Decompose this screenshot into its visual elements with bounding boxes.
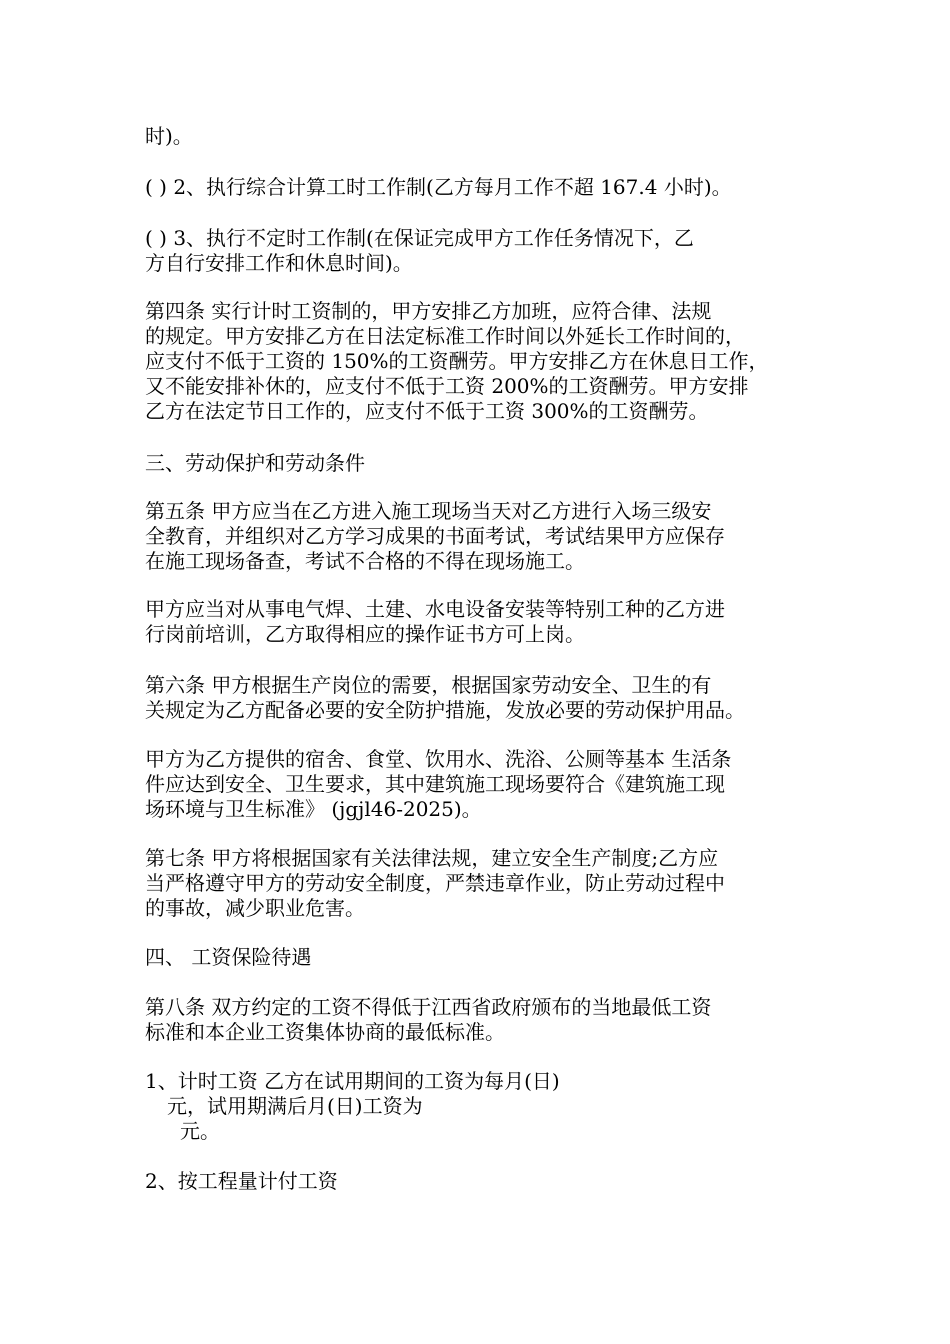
text-line: 第六条 甲方根据生产岗位的需要，根据国家劳动安全、卫生的有	[145, 673, 712, 697]
text-line: 当严格遵守甲方的劳动安全制度，严禁违章作业，防止劳动过程中	[145, 871, 725, 895]
text-line: 时)。	[145, 124, 193, 148]
text-line: 元。	[180, 1119, 220, 1143]
text-line: 的规定。甲方安排乙方在日法定标准工作时间以外延长工作时间的，	[145, 324, 745, 348]
paragraph-article-6	[145, 673, 820, 723]
text-line: ( ) 3、执行不定时工作制(在保证完成甲方工作任务情况下，乙	[145, 226, 694, 250]
text-line: 第七条 甲方将根据国家有关法律法规，建立安全生产制度;乙方应	[145, 846, 719, 870]
paragraph-option-2	[145, 175, 820, 200]
paragraph-living-conditions	[145, 747, 820, 822]
text-line: 件应达到安全、卫生要求，其中建筑施工现场要符合《建筑施工现	[145, 772, 725, 796]
text-line: 第四条 实行计时工资制的，甲方安排乙方加班，应符合律、法规	[145, 299, 712, 323]
paragraph-continuation	[145, 124, 820, 149]
text-line: 第八条 双方约定的工资不得低于江西省政府颁布的当地最低工资	[145, 995, 712, 1019]
text-line: 甲方应当对从事电气焊、土建、水电设备安装等特别工种的乙方进	[145, 597, 725, 621]
text-line: 行岗前培训，乙方取得相应的操作证书方可上岗。	[145, 622, 585, 646]
text-line: 第五条 甲方应当在乙方进入施工现场当天对乙方进行入场三级安	[145, 499, 712, 523]
text-line: 1、计时工资 乙方在试用期间的工资为每月(日)	[145, 1069, 560, 1093]
paragraph-article-7	[145, 846, 820, 921]
text-line: 甲方为乙方提供的宿舍、食堂、饮用水、洗浴、公厕等基本 生活条	[145, 747, 732, 771]
text-line: 关规定为乙方配备必要的安全防护措施，发放必要的劳动保护用品。	[145, 698, 745, 722]
text-line: ( ) 2、执行综合计算工时工作制(乙方每月工作不超 167.4 小时)。	[145, 175, 732, 199]
paragraph-article-5	[145, 499, 820, 574]
paragraph-option-3	[145, 226, 820, 276]
section-heading-3	[145, 451, 820, 476]
paragraph-hourly-wage	[145, 1069, 820, 1144]
section-heading-4	[145, 945, 820, 970]
text-line: 全教育，并组织对乙方学习成果的书面考试，考试结果甲方应保存	[145, 524, 725, 548]
text-line: 又不能安排补休的，应支付不低于工资 200%的工资酬劳。甲方安排	[145, 374, 749, 398]
text-line: 场环境与卫生标准》 (jgjl46-2025)。	[145, 797, 482, 821]
text-line: 四、 工资保险待遇	[145, 945, 312, 969]
text-line: 三、劳动保护和劳动条件	[145, 451, 365, 475]
text-line: 在施工现场备查，考试不合格的不得在现场施工。	[145, 549, 585, 573]
paragraph-article-8	[145, 995, 820, 1045]
text-line: 方自行安排工作和休息时间)。	[145, 251, 413, 275]
paragraph-training	[145, 597, 820, 647]
paragraph-piecework-wage	[145, 1169, 820, 1194]
paragraph-article-4	[145, 299, 820, 424]
text-line: 的事故，减少职业危害。	[145, 896, 365, 920]
text-line: 标准和本企业工资集体协商的最低标准。	[145, 1020, 505, 1044]
text-line: 2、按工程量计付工资	[145, 1169, 338, 1193]
text-line: 元，试用期满后月(日)工资为	[167, 1094, 423, 1118]
text-line: 乙方在法定节日工作的，应支付不低于工资 300%的工资酬劳。	[145, 399, 709, 423]
text-line: 应支付不低于工资的 150%的工资酬劳。甲方安排乙方在休息日工作，	[145, 349, 769, 373]
